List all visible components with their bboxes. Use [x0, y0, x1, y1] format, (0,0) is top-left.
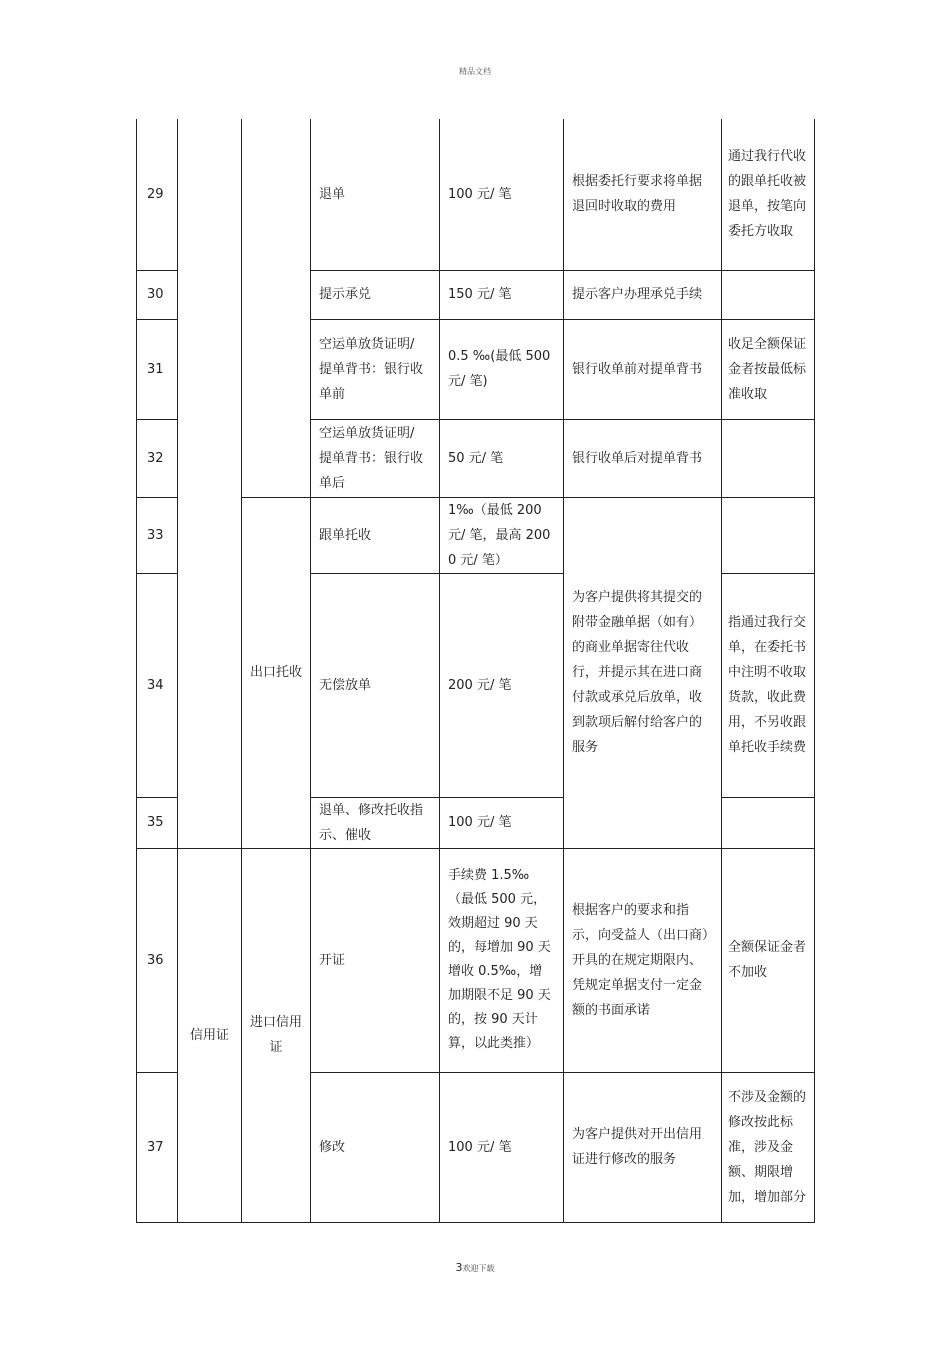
- row-number: 35: [137, 797, 178, 848]
- fee-item: 修改: [311, 1072, 440, 1222]
- fee-item: 开证: [311, 848, 440, 1072]
- row-number: 34: [137, 573, 178, 797]
- fee-item: 跟单托收: [311, 497, 440, 573]
- fee-item: 空运单放货证明/ 提单背书：银行收单前: [311, 319, 440, 419]
- page-footer: [0, 1261, 950, 1274]
- fee-note: 收足全额保证金者按最低标准收取: [722, 319, 815, 419]
- fee-note: [722, 497, 815, 573]
- fee-item: 提示承兑: [311, 270, 440, 319]
- fee-description: 根据委托行要求将单据退回时收取的费用: [564, 119, 722, 270]
- fee-note: 不涉及金额的修改按此标准，涉及金额、期限增加，增加部分: [722, 1072, 815, 1222]
- fee-schedule-table: [136, 119, 815, 1223]
- table-row: [137, 848, 815, 1072]
- subcategory-cell-blank: [242, 119, 311, 497]
- fee-note: 全额保证金者不加收: [722, 848, 815, 1072]
- fee-amount: 200 元/ 笔: [440, 573, 564, 797]
- fee-amount: 0.5 ‰(最低 500 元/ 笔): [440, 319, 564, 419]
- header-watermark: 精品文档: [459, 67, 491, 76]
- row-number: 37: [137, 1072, 178, 1222]
- row-number: 31: [137, 319, 178, 419]
- subcategory-import-lc: 进口信用证: [242, 848, 311, 1222]
- fee-description: 为客户提供对开出信用证进行修改的服务: [564, 1072, 722, 1222]
- fee-note: [722, 270, 815, 319]
- fee-description: 根据客户的要求和指示，向受益人（出口商）开具的在规定期限内、凭规定单据支付一定金额的书面承诺: [564, 848, 722, 1072]
- fee-amount: 150 元/ 笔: [440, 270, 564, 319]
- row-number: 30: [137, 270, 178, 319]
- fee-amount: 100 元/ 笔: [440, 119, 564, 270]
- fee-item: 退单: [311, 119, 440, 270]
- category-letter-of-credit: 信用证: [178, 848, 242, 1222]
- row-number: 33: [137, 497, 178, 573]
- fee-note: 指通过我行交单，在委托书中注明不收取货款，收此费用，不另收跟单托收手续费: [722, 573, 815, 797]
- fee-note: [722, 797, 815, 848]
- row-number: 32: [137, 419, 178, 497]
- fee-amount: 1‰（最低 200 元/ 笔，最高 2000 元/ 笔）: [440, 497, 564, 573]
- row-number: 36: [137, 848, 178, 1072]
- fee-description: 提示客户办理承兑手续: [564, 270, 722, 319]
- subcategory-export-collection: 出口托收: [242, 497, 311, 848]
- fee-item: 无偿放单: [311, 573, 440, 797]
- row-number: 29: [137, 119, 178, 270]
- page-number: 3: [455, 1261, 463, 1274]
- fee-note: 通过我行代收的跟单托收被退单，按笔向委托方收取: [722, 119, 815, 270]
- fee-description: 银行收单后对提单背书: [564, 419, 722, 497]
- fee-description-shared: 为客户提供将其提交的附带金融单据（如有）的商业单据寄往代收行，并提示其在进口商付款或承兑后放单，收到款项后解付给客户的服务: [564, 497, 722, 848]
- fee-amount: 手续费 1.5‰（最低 500 元，效期超过 90 天的，每增加 90 天增收 0.5‰，增加期限不足 90 天的，按 90 天计算，以此类推）: [440, 848, 564, 1072]
- fee-item: 退单、修改托收指示、催收: [311, 797, 440, 848]
- fee-description: 银行收单前对提单背书: [564, 319, 722, 419]
- fee-note: [722, 419, 815, 497]
- table-row: [137, 119, 815, 270]
- fee-item: 空运单放货证明/ 提单背书：银行收单后: [311, 419, 440, 497]
- footer-text: 欢迎下载: [462, 1264, 495, 1273]
- fee-amount: 50 元/ 笔: [440, 419, 564, 497]
- fee-amount: 100 元/ 笔: [440, 797, 564, 848]
- fee-amount: 100 元/ 笔: [440, 1072, 564, 1222]
- category-cell-blank: [178, 119, 242, 848]
